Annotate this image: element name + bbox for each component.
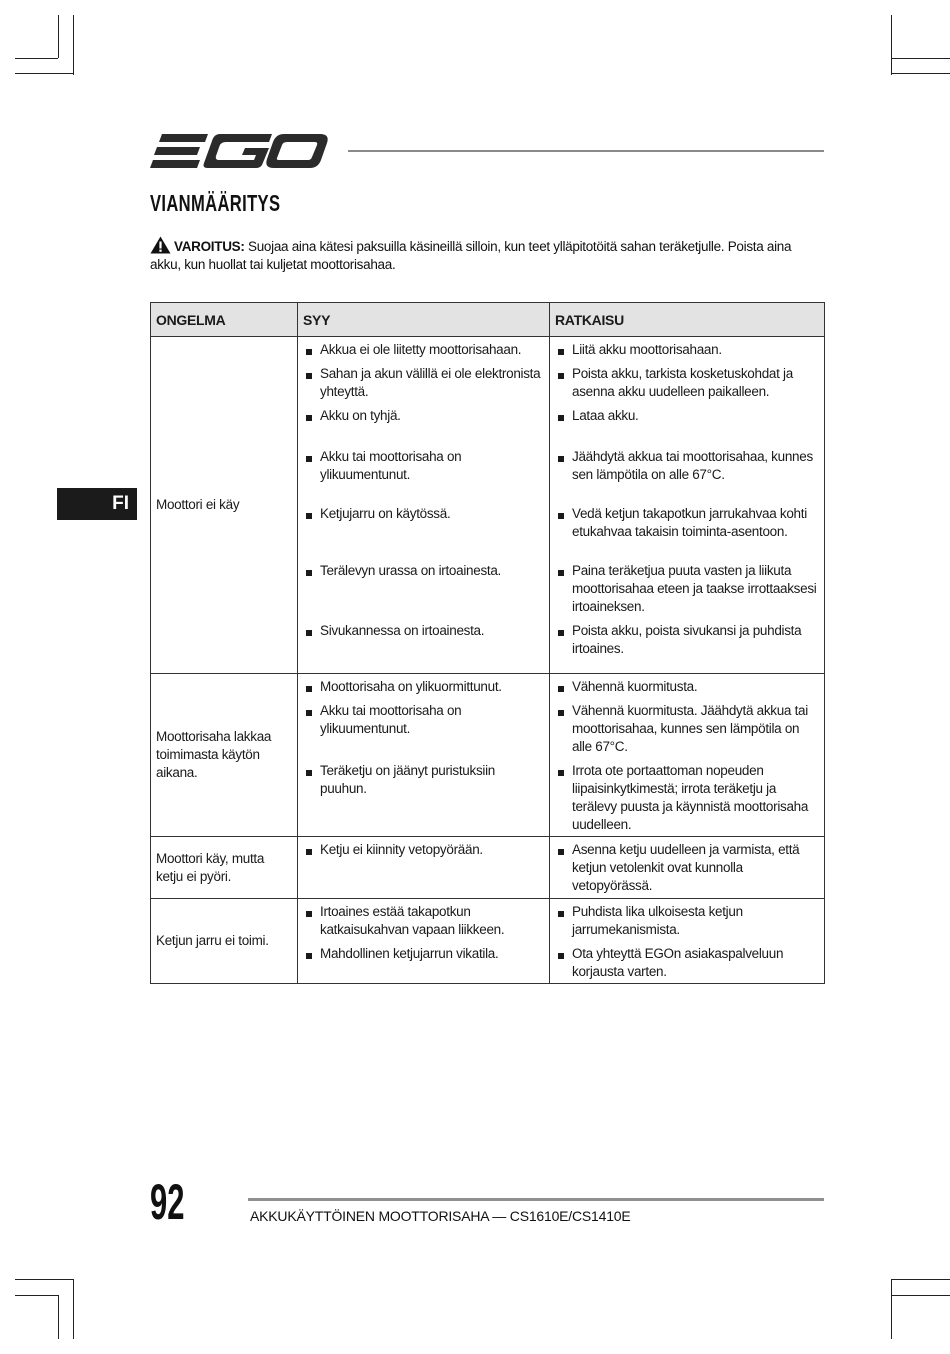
- footer-rule: [248, 1198, 824, 1201]
- crop-mark: [891, 73, 950, 74]
- solution-item: Irrota ote portaattoman nopeuden liipaisinkytkimestä; irrota teräketju ja terälevy puusta ja käynnistä moottorisaha uudelleen.: [550, 762, 824, 836]
- crop-mark: [15, 1295, 58, 1296]
- cause-cell: [298, 837, 550, 899]
- table-row: [151, 899, 825, 984]
- cause-item: Ketjujarru on käytössä.: [298, 505, 549, 562]
- problem-cell: Moottori ei käy: [151, 337, 298, 674]
- crop-mark: [15, 73, 73, 74]
- cause-item: Mahdollinen ketjujarrun vikatila.: [298, 945, 549, 969]
- cause-item: Akku tai moottorisaha on ylikuumentunut.: [298, 448, 549, 505]
- table-row: [151, 674, 825, 837]
- solution-item: Jäähdytä akkua tai moottorisahaa, kunnes sen lämpötila on alle 67°C.: [550, 448, 824, 505]
- crop-mark: [58, 15, 59, 58]
- warning-text: Suojaa aina kätesi paksuilla käsineillä silloin, kun teet ylläpitotöitä sahan teräketjulle. Poista aina akku, kun huollat tai kuljetat moottorisahaa.: [150, 239, 792, 272]
- solution-item: Vedä ketjun takapotkun jarrukahvaa kohti etukahvaa takaisin toiminta-asentoon.: [550, 505, 824, 562]
- crop-mark: [15, 58, 58, 59]
- problem-cell: Moottori käy, mutta ketju ei pyöri.: [151, 837, 298, 899]
- problem-cell: Moottorisaha lakkaa toimimasta käytön aikana.: [151, 674, 298, 837]
- cause-item: Akku on tyhjä.: [298, 407, 549, 448]
- solution-cell: [550, 674, 825, 837]
- solution-cell: [550, 837, 825, 899]
- cause-cell: [298, 674, 550, 837]
- header-problem: ONGELMA: [151, 303, 298, 337]
- cause-cell: [298, 337, 550, 674]
- solution-item: Lataa akku.: [550, 407, 824, 448]
- solution-cell: [550, 899, 825, 984]
- cause-cell: [298, 899, 550, 984]
- crop-mark: [891, 1279, 950, 1280]
- ego-logo: [150, 130, 330, 172]
- table-row: [151, 837, 825, 899]
- cause-item: Teräketju on jäänyt puristuksiin puuhun.: [298, 762, 549, 836]
- page-number: 92: [150, 1174, 185, 1230]
- warning-label: VAROITUS:: [174, 239, 245, 254]
- section-title: VIANMÄÄRITYS: [150, 190, 281, 216]
- crop-mark: [891, 58, 950, 59]
- header-cause: SYY: [298, 303, 550, 337]
- language-tab: FI: [57, 488, 137, 520]
- footer-title: AKKUKÄYTTÖINEN MOOTTORISAHA — CS1610E/CS1410E: [250, 1208, 631, 1224]
- crop-mark: [891, 1279, 892, 1339]
- solution-item: Poista akku, tarkista kosketuskohdat ja asenna akku uudelleen paikalleen.: [550, 365, 824, 407]
- crop-mark: [73, 1279, 74, 1339]
- solution-item: Ota yhteyttä EGOn asiakaspalveluun korjausta varten.: [550, 945, 824, 981]
- solution-item: Puhdista lika ulkoisesta ketjun jarrumekanismista.: [550, 903, 824, 945]
- troubleshooting-table: [150, 302, 825, 984]
- header-solution: RATKAISU: [550, 303, 825, 337]
- table-header-row: [151, 303, 825, 337]
- crop-mark: [15, 1279, 73, 1280]
- warning-triangle-icon: [150, 236, 171, 254]
- crop-mark: [891, 15, 892, 75]
- crop-mark: [58, 1295, 59, 1339]
- solution-item: Vähennä kuormitusta. Jäähdytä akkua tai moottorisahaa, kunnes sen lämpötila on alle 67°C.: [550, 702, 824, 762]
- cause-item: Sahan ja akun välillä ei ole elektronista yhteyttä.: [298, 365, 549, 407]
- cause-item: Akkua ei ole liitetty moottorisahaan.: [298, 341, 549, 365]
- solution-item: Paina teräketjua puuta vasten ja liikuta moottorisahaa eteen ja taakse irrottaaksesi irtoaineksen.: [550, 562, 824, 622]
- cause-item: Ketju ei kiinnity vetopyörään.: [298, 841, 549, 859]
- crop-mark: [73, 15, 74, 75]
- solution-cell: [550, 337, 825, 674]
- cause-item: Moottorisaha on ylikuormittunut.: [298, 678, 549, 702]
- crop-mark: [891, 1295, 950, 1296]
- solution-item: Asenna ketju uudelleen ja varmista, että ketjun vetolenkit ovat kunnolla vetopyörässä.: [550, 841, 824, 895]
- cause-item: Irtoaines estää takapotkun katkaisukahvan vapaan liikkeen.: [298, 903, 549, 945]
- solution-item: Liitä akku moottorisahaan.: [550, 341, 824, 365]
- table-row: [151, 337, 825, 674]
- cause-item: Terälevyn urassa on irtoainesta.: [298, 562, 549, 622]
- solution-item: Poista akku, poista sivukansi ja puhdista irtoaines.: [550, 622, 824, 666]
- solution-item: Vähennä kuormitusta.: [550, 678, 824, 702]
- header-rule: [348, 150, 824, 152]
- cause-item: Sivukannessa on irtoainesta.: [298, 622, 549, 666]
- problem-cell: Ketjun jarru ei toimi.: [151, 899, 298, 984]
- cause-item: Akku tai moottorisaha on ylikuumentunut.: [298, 702, 549, 762]
- warning-block: [150, 236, 824, 274]
